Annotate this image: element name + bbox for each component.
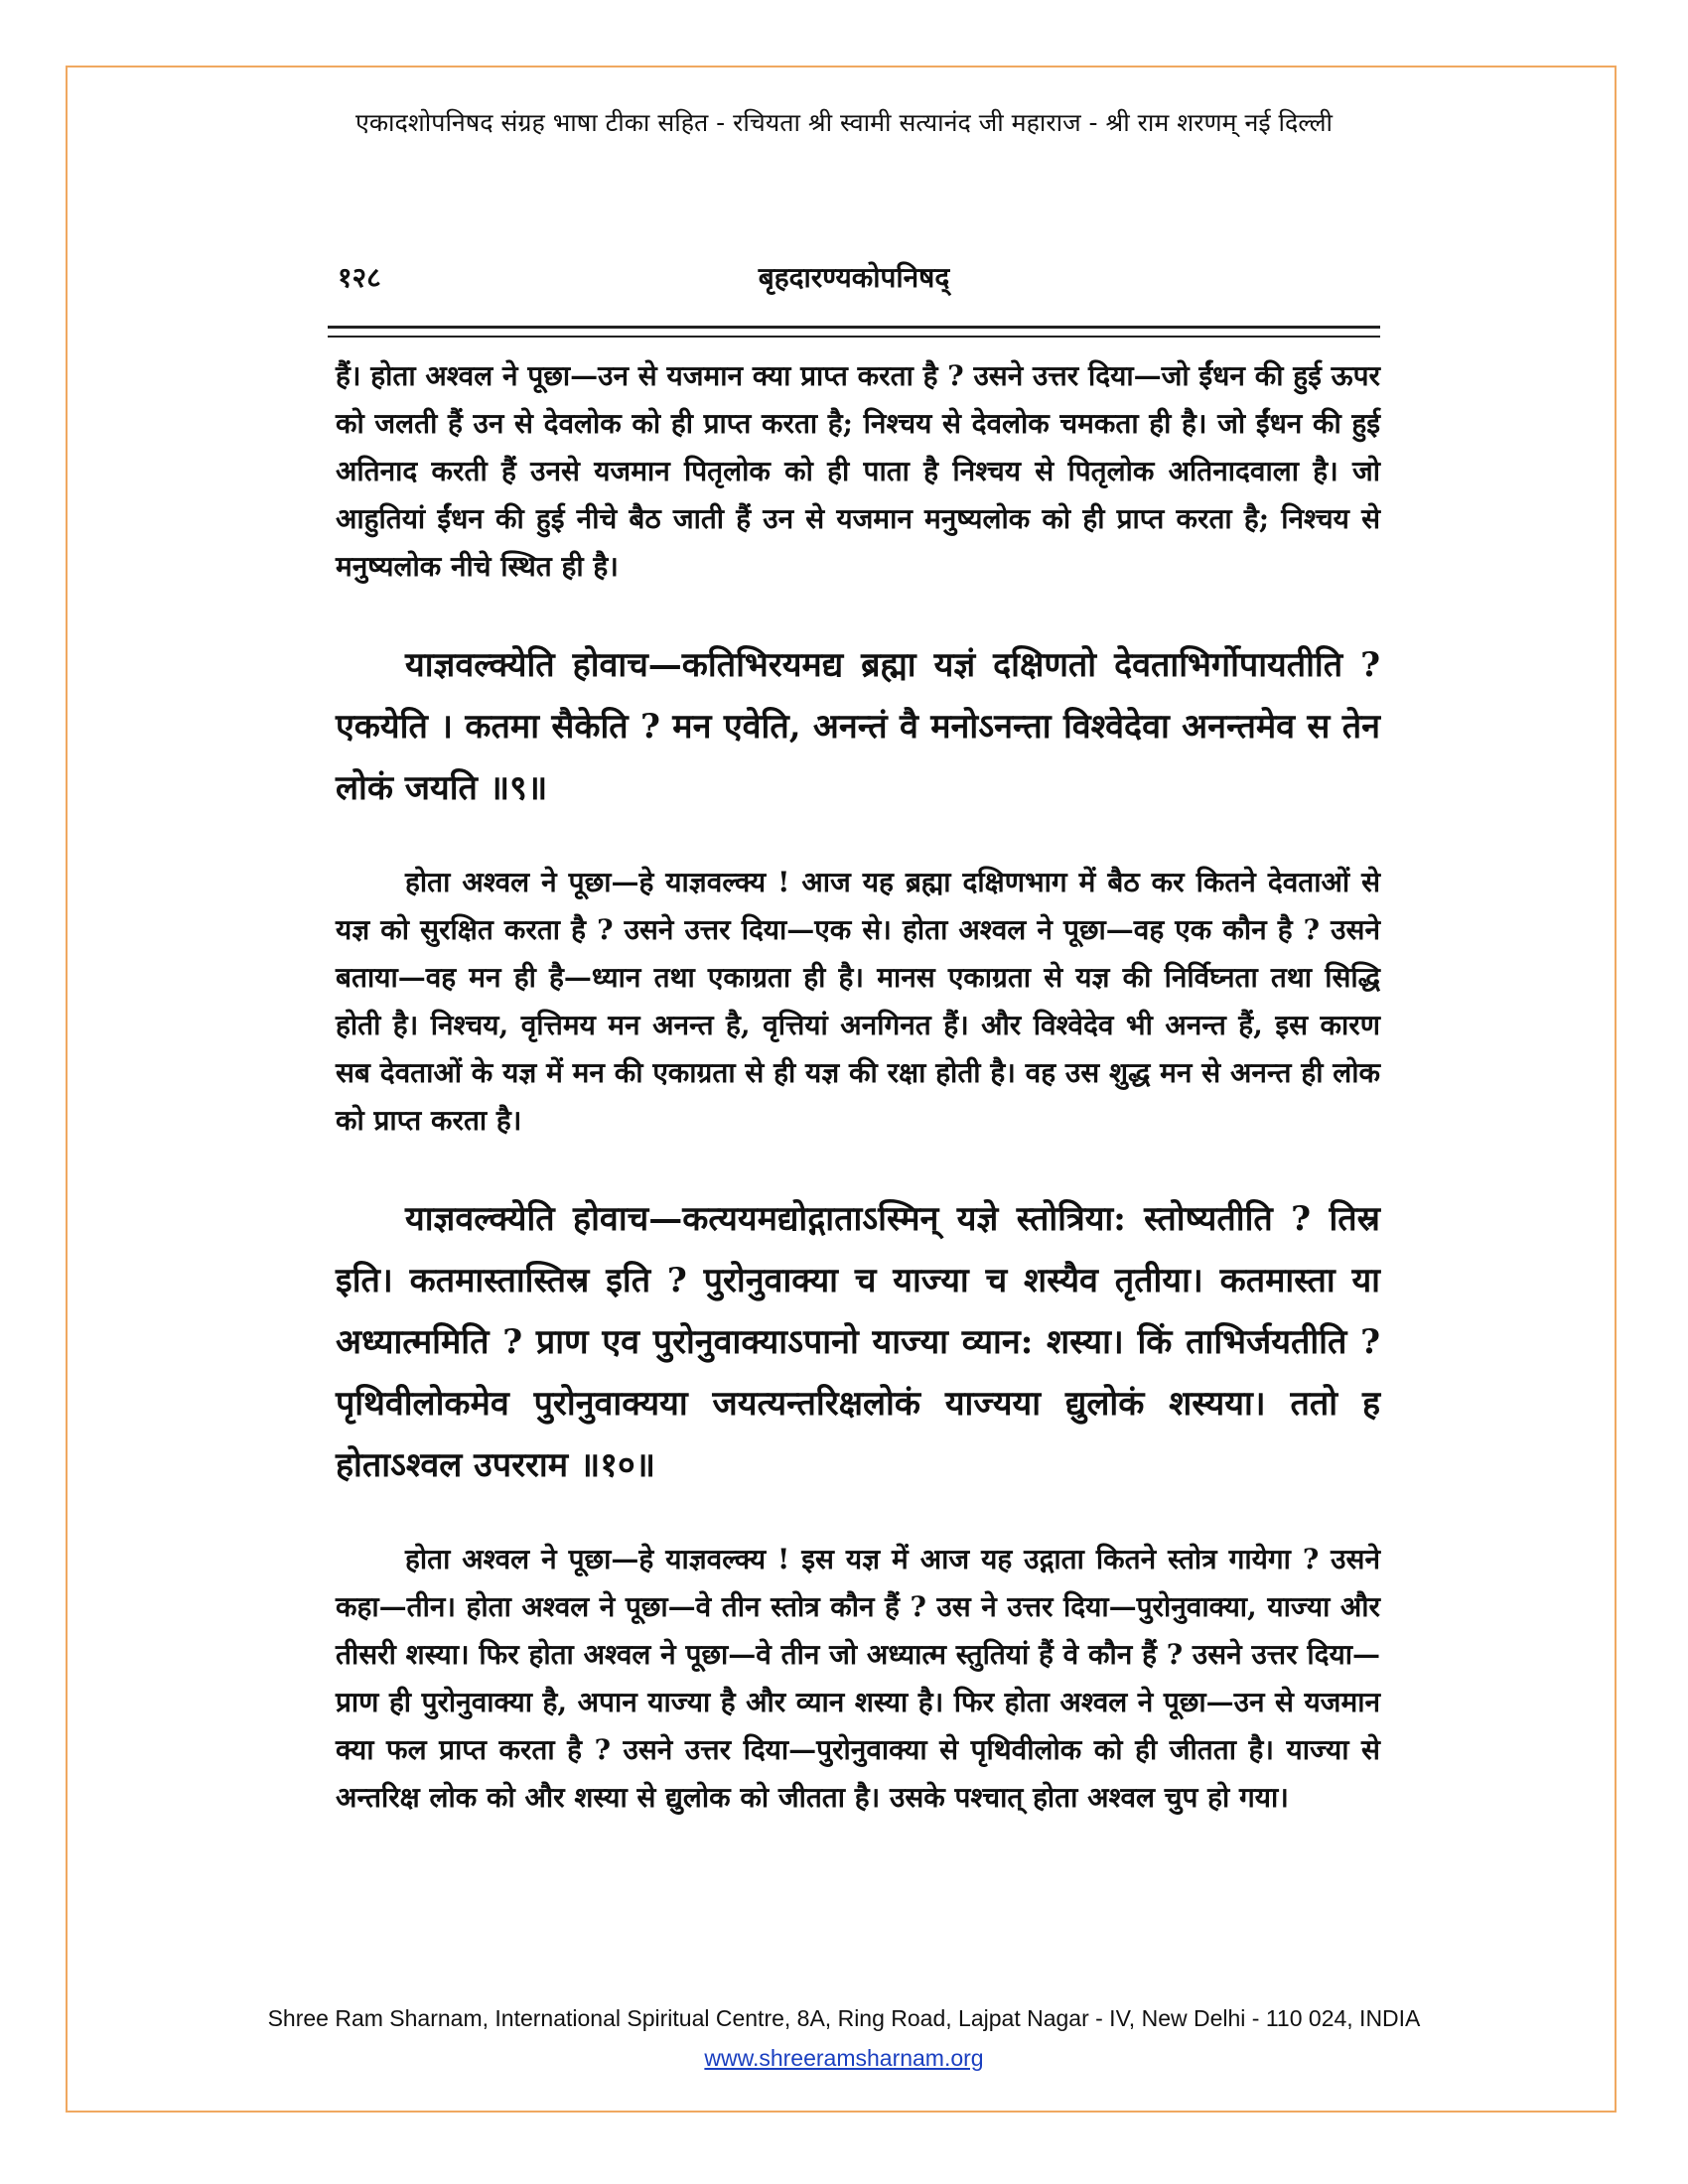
footer-address: Shree Ram Sharnam, International Spiritual Centre, 8A, Ring Road, Lajpat Nagar - IV, New Delhi - 110 024, INDIA [267,2005,1421,2031]
double-rule-top [328,326,1380,329]
page-number: १२८ [338,261,381,294]
scanned-page [328,248,1380,1946]
hindi-paragraph-3: होता अश्वल ने पूछा—हे याज्ञवल्क्य ! इस यज्ञ में आज यह उद्गाता कितने स्तोत्र गायेगा ? उसने कहा—तीन। होता अश्वल ने पूछा—वे तीन स्तोत्र कौन हैं ? उस ने उत्तर दिया—पुरोनुवाक्या, याज्या और तीसरी शस्या। फिर होता अश्वल ने पूछा—वे तीन जो अध्यात्म स्तुतियां हैं वे कौन हैं ? उसने उत्तर दिया—प्राण ही पुरोनुवाक्या है, अपान याज्या है और व्यान शस्या है। फिर होता अश्वल ने पूछा—उन से यजमान क्या फल प्राप्त करता है ? उसने उत्तर दिया—पुरोनुवाक्या से पृथिवीलोक को ही जीतता है। याज्या से अन्तरिक्ष लोक को और शस्या से द्युलोक को जीतता है। उसके पश्चात् होता अश्वल चुप हो गया। [336,1543,1380,1814]
running-title: बृहदारण्यकोपनिषद् [758,261,950,294]
page-header: एकादशोपनिषद संग्रह भाषा टीका सहित - रचियता श्री स्वामी सत्यानंद जी महाराज - श्री राम शरणम् नई दिल्ली [355,108,1333,137]
sanskrit-verse-10: याज्ञवल्क्येति होवाच—कत्ययमद्योद्गाताऽस्मिन् यज्ञे स्तोत्रिया: स्तोष्यतीति ? तिस्र इति। कतमास्तास्तिस्र इति ? पुरोनुवाक्या च याज्या च शस्यैव तृतीया। कतमास्ता या अध्यात्ममिति ? प्राण एव पुरोनुवाक्याऽपानो याज्या व्यान: शस्या। किं ताभिर्जयतीति ? पृथिवीलोकमेव पुरोनुवाक्यया जयत्यन्तरिक्षलोकं याज्यया द्युलोकं शस्यया। ततो ह होताऽश्वल उपरराम ॥१०॥ [336,1199,1380,1485]
scan-body [336,352,1380,1865]
hindi-paragraph-1: हैं। होता अश्वल ने पूछा—उन से यजमान क्या प्राप्त करता है ? उसने उत्तर दिया—जो ईंधन की हुई ऊपर को जलती हैं उन से देवलोक को ही प्राप्त करता है; निश्चय से देवलोक चमकता ही है। जो ईंधन की हुई अतिनाद करती हैं उनसे यजमान पितृलोक को ही पाता है निश्चय से पितृलोक अतिनादवाला है। जो आहुतियां ईंधन की हुई नीचे बैठ जाती हैं उन से यजमान मनुष्यलोक को ही प्राप्त करता है; निश्चय से मनुष्यलोक नीचे स्थित ही है। [336,359,1380,583]
hindi-paragraph-2: होता अश्वल ने पूछा—हे याज्ञवल्क्य ! आज यह ब्रह्मा दक्षिणभाग में बैठ कर कितने देवताओं से यज्ञ को सुरक्षित करता है ? उसने उत्तर दिया—एक से। होता अश्वल ने पूछा—वह एक कौन है ? उसने बताया—वह मन ही है—ध्यान तथा एकाग्रता ही है। मानस एकाग्रता से यज्ञ की निर्विघ्नता तथा सिद्धि होती है। निश्चय, वृत्तिमय मन अनन्त है, वृत्तियां अनगिनत हैं। और विश्वेदेव भी अनन्त हैं, इस कारण सब देवताओं के यज्ञ में मन की एकाग्रता से ही यज्ञ की रक्षा होती है। वह उस शुद्ध मन से अनन्त ही लोक को प्राप्त करता है। [336,866,1380,1137]
sanskrit-verse-9: याज्ञवल्क्येति होवाच—कतिभिरयमद्य ब्रह्मा यज्ञं दक्षिणतो देवताभिर्गोपायतीति ? एकयेति । कतमा सैकेति ? मन एवेति, अनन्तं वै मनोऽनन्ता विश्वेदेवा अनन्तमेव स तेन लोकं जयति ॥९॥ [336,645,1380,808]
footer-website [0,2045,1688,2072]
double-rule-bottom [328,336,1380,338]
scan-page-head [328,248,1380,308]
website-link[interactable]: www.shreeramsharnam.org [704,2045,984,2071]
